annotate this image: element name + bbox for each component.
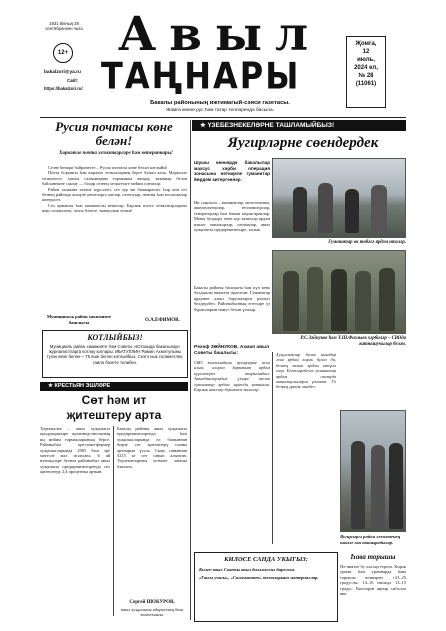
right-banner-text: ҮЗЕБЕЗНЕКЕЛӘРНЕ ТАШЛАМЫЙБЫЗ! xyxy=(207,122,335,129)
left-article-signer-name: О.А.ЕФИМОВ. xyxy=(145,318,180,323)
right-col4: Хуҗалыклар белән никадәр генә ярдәм кирәк булса да, безнең халык ярдәм итергә әзер. Егетләребезгә гуманитар ярдәм озатуда катнашучыларга рәхмәт. Ул безнең уртак эшебез. xyxy=(276,352,336,390)
next-issue-item-2: «Гаилә учагы», «Саламәттек» темаларына материаллар. xyxy=(199,574,319,580)
age-rating-text: 12+ xyxy=(57,50,69,56)
photo-figure xyxy=(351,441,365,529)
right-lead: Шушы көннәрдә бакалылар махсус хәрби операция зонасына нәтиҗәле гуманитар йөрдәм китергәннәр. xyxy=(194,160,270,182)
left-article-paragraph: Район халкына хезмәт күрсәтеп, сез зур эш башкарасыз. Һәр көн сез безнең районда яшәүче кешеләргә хатлар, газеталар, пенсия һәм посылкалар китерәсез. xyxy=(42,186,187,203)
photo-figure xyxy=(345,189,359,233)
photo-figure xyxy=(283,271,299,331)
left-article-signer-title: Муниципаль район хакимияте башлыгы xyxy=(46,314,112,325)
issue-month: июль, xyxy=(357,57,375,63)
masthead-title-bottom: ТАҢНАРЫ xyxy=(101,53,301,98)
crest-col-divider xyxy=(113,426,114,616)
next-issue-item-1: Килеп авыл Советы авыл биләмәсенә бирелгән. xyxy=(199,567,296,572)
photo-figure xyxy=(307,267,323,331)
caption-soldiers: Р.С.Зәйнуков һәм Т.Ш.Фазлыев хәрбиләр – СВОда катнашучылар белән. xyxy=(300,336,406,347)
email[interactable]: bakalzori@ya.ru xyxy=(44,70,81,75)
masthead-divider xyxy=(40,117,406,118)
photo-delivery xyxy=(340,410,406,532)
crest-title-line2: җитештеру арта xyxy=(66,408,162,422)
weather-heading: Һава торышы xyxy=(350,553,396,561)
founded-note: 1931 йілның 28 сентябреннән чыга xyxy=(45,21,83,32)
photo-figure xyxy=(331,269,347,331)
site-url[interactable]: https://bakalzori.ru/ xyxy=(44,86,83,91)
main-column-divider xyxy=(190,120,191,620)
crest-col1: Терекмәлек – авыл хуҗалыгы продукцияләре производствосының иң мөһим тармакларының берсе. Районыбыз крестьян-фермер хуҗалыкларында 2965 баш эре мөгезле мал исәпләнә. 6 ай нәтиҗәләре буенча районыбыз авыл хуҗалыгы предприятиеләрендә сөт җитештерү 2,4 процентка арткан. xyxy=(40,426,110,475)
issue-year: 2024 ел, xyxy=(354,65,378,71)
next-issue-box xyxy=(194,552,338,622)
issue-date-num: 12 xyxy=(362,49,370,55)
photo-figure xyxy=(355,271,371,331)
issue-total: (11061) xyxy=(355,81,377,87)
crest-col2: Бакалы районы авыл хуҗалыгы предприятиеләрендә һәм хуҗалыкларында ел башыннан бирле сөт җитештерү планы арттырып үтәлә. Сыер саныннан 5215 кг сөт савып алынган. Терлекчеләрнең хезмәте лаеклы бәяләнә. xyxy=(117,426,187,469)
age-rating-badge xyxy=(53,43,73,63)
caption-delivery: Яугирләргә район хезмәтенең вәкиле ган ташырадылар. xyxy=(340,534,401,545)
masthead-title-top: Авыл xyxy=(118,7,322,62)
weather-text: Ял-ниятле бу хәлләр терелә. Кирәк урман һәм урамнарда һава торышы көннәрен +23–25 градуслы. 14–16 июльдә 13–15 градус. Кичләрен яңгыр сибәләп ява. xyxy=(340,564,406,597)
star-icon: ★ xyxy=(48,383,55,389)
crest-author-role: авыл хуҗалыгы идарәсенең баш зоотехнигы. xyxy=(120,607,184,617)
tagline-sub: Жәмга көнне рус һәм татар телләрендә басыла. xyxy=(166,108,274,113)
right-col3: СВО зонасындагы яугирләрне искә алып, аларга һәрвакыт ярдәм күрсәтергә тырышабыз. Авылдашларыбыз үзләре теләп гуманитар ярдәм җыюда катнаша. Барлык аваллар берләшеп эшлиләр. xyxy=(194,360,270,393)
crest-title-line1: Сөт һәм ит xyxy=(81,393,147,407)
next-issue-heading: КИЛӘСЕ САНДА УКЫГЫЗ: xyxy=(224,556,308,563)
issue-number: № 28 xyxy=(358,73,374,79)
congrats-heading: КОТЛЫЙБЫЗ! xyxy=(87,333,143,342)
crest-section-label xyxy=(40,382,188,391)
photo-figure xyxy=(389,443,403,529)
right-banner xyxy=(192,120,406,131)
photo-volunteers xyxy=(272,158,406,238)
congrats-box xyxy=(42,330,188,378)
crest-label-text: КРЕСТЬЯН ЭШЛӘРЕ xyxy=(54,383,111,389)
left-article-title: Русия почтасы көне белән! xyxy=(55,119,173,148)
left-article-paragraph: Сез җаваплы һәм ышанычлы кешеләр. Барлык почта хезмәткәрләренә нык сәламәтлек, гаилә бәхете, тынычлык телим! xyxy=(42,202,187,214)
issue-day: Җомга, xyxy=(355,41,377,47)
photo-soldiers xyxy=(272,250,406,334)
right-body-col2: Бакалы районы башлыгы һәм күп кенә булдыклы вакытта җыелган. Гуманитар ярдәмне алып баручыларга рәхмәт белдерәбез. Районыбызның егетләре үз бурычларын намус белән үтиләр. xyxy=(194,285,270,312)
photo-figure xyxy=(371,445,385,529)
left-article-body xyxy=(42,165,187,308)
site-label: Сайт: xyxy=(67,78,79,83)
left-article-paragraph: Почта борынгы һәм кирәкле хезмәтләрнең берсе булып кала. Мәрвәлле хезмәтегез, хаклы салымнарны тормышка ашыру, якыннар белән бәйләнешне саклау — болар сезнең хезмәттәге мөһим өлешләр. xyxy=(42,170,187,187)
star-icon: ★ xyxy=(200,122,208,129)
right-body-col1: Ин соңгысы – машиналар, мототехника, аккумуляторлар, тепловизорлар, генераторлар һәм башка кирәк-яраклар. Моны булдыру өчен күп кешеләр ярдәм иткән: эшмәкәрләр, оешмалар, авыл хуҗалыгы предприятиеләре, халык. xyxy=(194,200,270,233)
photo-figure xyxy=(371,185,387,233)
congrats-text: Мунициаль район хакимияте һәм Советы «Ютазыда бакалылар» журналистларга котлау юллары: ИБАТУЛЛИН Рамил Ахмәтулыны туган көне белән – 75 яше белән котлыйбыз. Сезгә нык сәламәтлек, гаилә бәхете телибез. xyxy=(46,344,184,365)
right-title: Яугирләрне сөендердек xyxy=(227,135,379,151)
photo-figure xyxy=(318,183,333,233)
left-article-paragraph: Сезне һөнәри бәйрәмегез – Русия почтасы көне белән котлыйм! xyxy=(48,165,168,170)
right-author-block: Рәхәф ЗӘЙНУКОВ, Ахмап авыл Советы башлыгы: xyxy=(194,345,270,356)
caption-volunteers: Гуманитар ок төбәгә ярдәм итәләр. xyxy=(328,240,406,245)
issue-date xyxy=(347,40,385,88)
photo-figure xyxy=(379,268,395,331)
crest-author-name: Сергей ШОКУРОВ, xyxy=(129,600,175,605)
left-article-subtitle: Хөрмәтле почта хезмәткәрләре һәм ветераннары! xyxy=(59,151,173,156)
right-col-divider xyxy=(272,352,273,544)
photo-figure xyxy=(293,187,307,232)
tagline-main: Бакалы районының ижтимагый-сәяси газетасы. xyxy=(150,100,290,106)
